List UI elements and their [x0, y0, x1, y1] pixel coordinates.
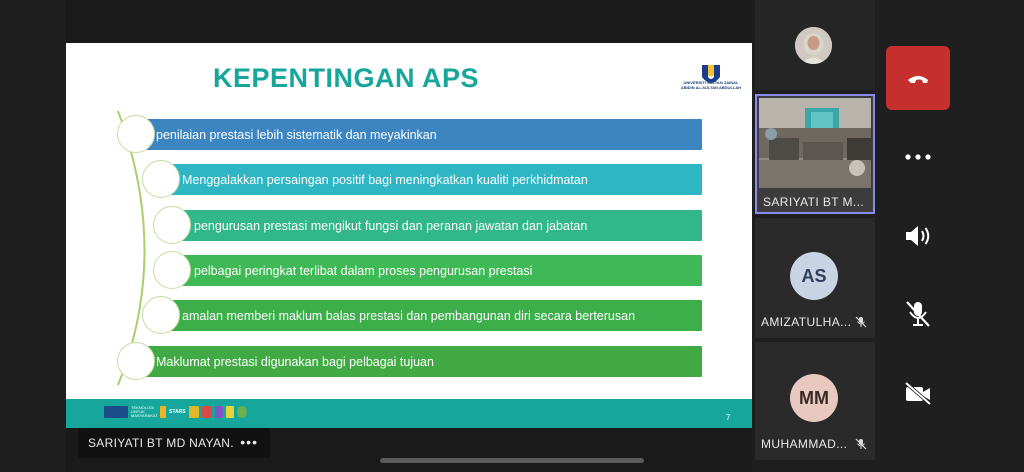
presenter-name-tag[interactable] [78, 428, 270, 458]
timeline-bullet [117, 115, 155, 153]
mic-toggle-button[interactable] [886, 282, 950, 346]
footer-logo-text-1: TEKNOLOGI UNTUK MASYARAKAT [131, 405, 158, 418]
timeline-bullet [142, 160, 180, 198]
university-logo-text: UNIVERSITI SULTAN ZAINAL ABIDIN AL-SULTAN ABDULLAH [680, 80, 742, 90]
footer-logo-text-2: STARS [169, 409, 186, 415]
mic-off-icon [855, 316, 867, 328]
timeline-bullet [142, 296, 180, 334]
timeline-item: Maklumat prestasi digunakan bagi pelbagai tujuan [144, 346, 702, 377]
self-tile[interactable] [755, 0, 875, 90]
participant-name: SARIYATI BT M... [763, 195, 865, 209]
footer-logo-3 [189, 406, 199, 418]
timeline-list [66, 43, 752, 428]
footer-logo-6 [226, 406, 234, 418]
participant-tile[interactable] [755, 342, 875, 460]
timeline-item: pengurusan prestasi mengikut fungsi dan peranan jawatan dan jabatan [182, 210, 702, 241]
timeline-item: amalan memberi maklum balas prestasi dan pembangunan diri secara berterusan [170, 300, 702, 331]
phone-end-icon [906, 72, 930, 84]
timeline-bullet [153, 251, 191, 289]
more-options-icon[interactable]: ••• [240, 434, 258, 450]
timeline-item: Menggalakkan persaingan positif bagi meningkatkan kualiti perkhidmatan [170, 164, 702, 195]
speaker-icon [904, 224, 932, 248]
camera-off-icon [904, 381, 932, 405]
slide-title: KEPENTINGAN APS [212, 63, 480, 93]
mic-off-icon [905, 300, 931, 328]
speaker-button[interactable] [886, 204, 950, 268]
timeline-item: penilaian prestasi lebih sistematik dan meyakinkan [144, 119, 702, 150]
presenter-name: SARIYATI BT MD NAYAN. [88, 436, 234, 450]
footer-logo-4 [202, 406, 212, 418]
participant-name: MUHAMMAD... [761, 437, 848, 451]
footer-logo-5 [215, 406, 223, 418]
timeline-bullet [153, 206, 191, 244]
self-avatar [795, 27, 832, 64]
participant-tile[interactable] [755, 218, 875, 338]
participant-name: AMIZATULHA... [761, 315, 852, 329]
participant-avatar: AS [790, 252, 838, 300]
participant-avatar: MM [790, 374, 838, 422]
camera-toggle-button[interactable] [886, 361, 950, 425]
participant-tile-video[interactable] [755, 94, 875, 214]
footer-logos [104, 406, 247, 418]
slide-page-number: 7 [726, 413, 731, 422]
timeline-bullet [117, 342, 155, 380]
footer-logo-7 [237, 406, 247, 418]
footer-logo-1 [104, 406, 128, 418]
footer-logo-2 [160, 406, 166, 418]
mic-off-icon [855, 438, 867, 450]
presentation-slide [66, 43, 752, 428]
home-indicator [380, 458, 644, 463]
participant-video [759, 98, 871, 188]
end-call-button[interactable] [886, 46, 950, 110]
more-icon [905, 154, 931, 160]
timeline-item: pelbagai peringkat terlibat dalam proses pengurusan prestasi [182, 255, 702, 286]
more-button[interactable] [886, 125, 950, 189]
